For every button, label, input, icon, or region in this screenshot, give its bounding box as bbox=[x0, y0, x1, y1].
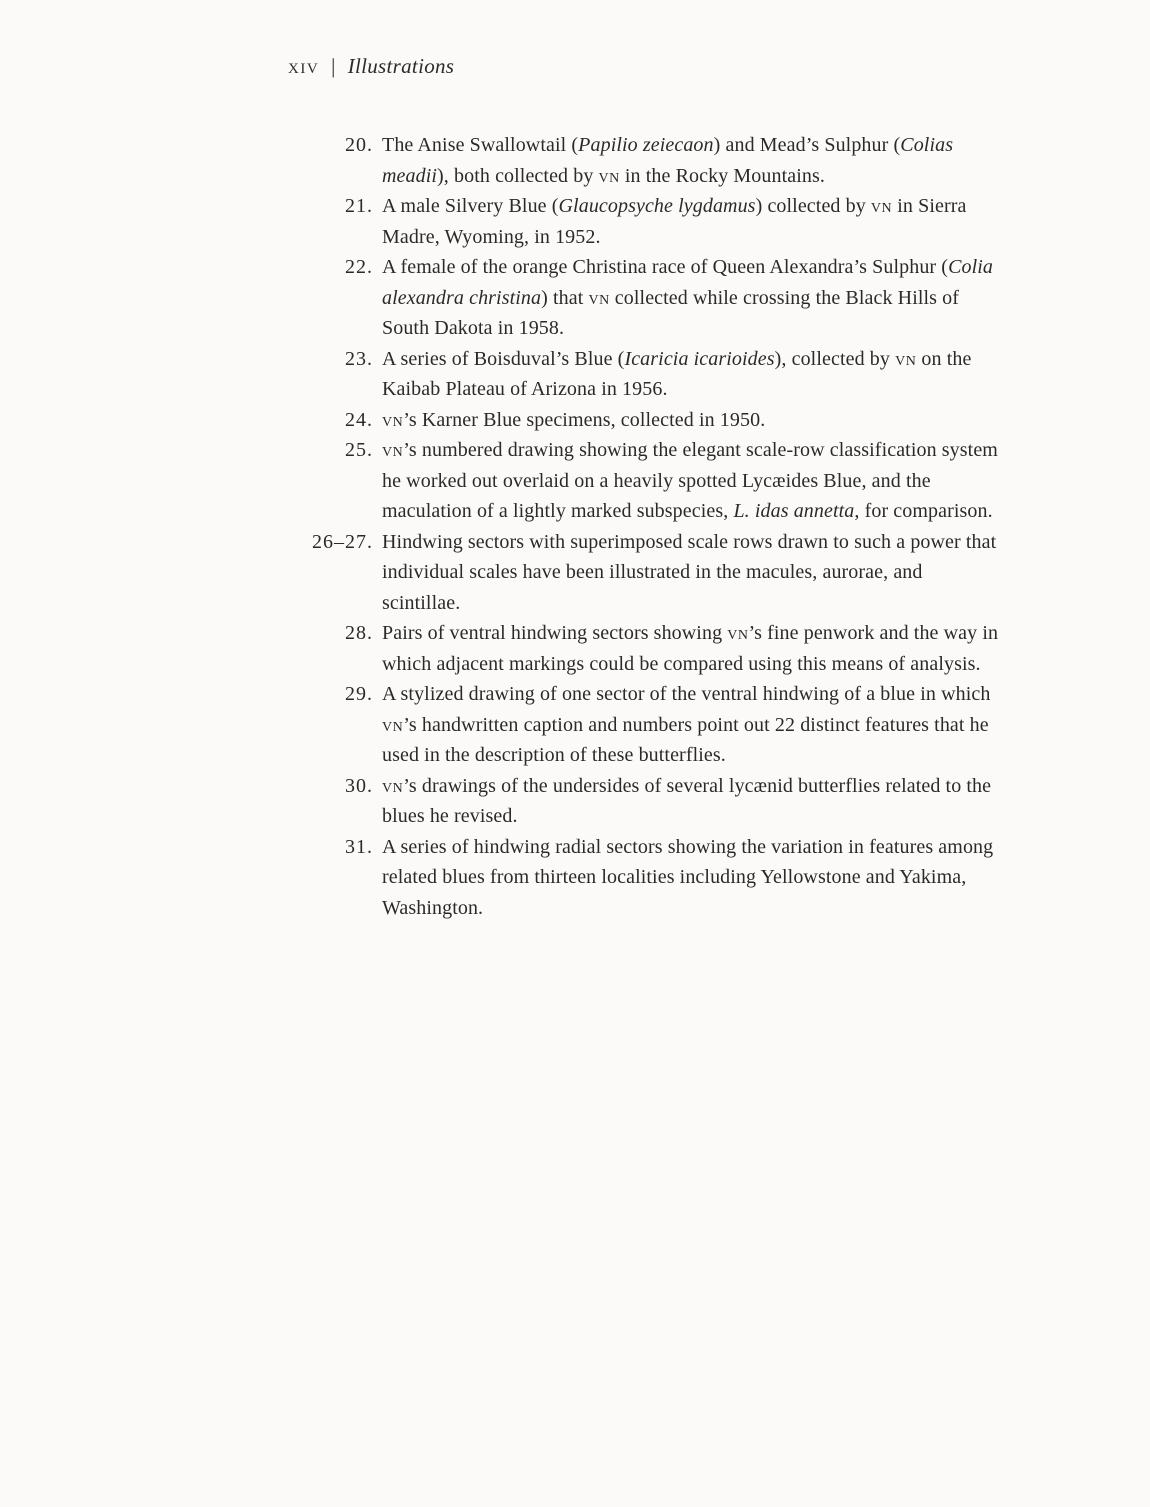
species-name: Colias meadii bbox=[382, 134, 954, 187]
text-run: ’s Karner Blue specimens, collected in 1950. bbox=[403, 408, 766, 431]
text-run: A male Silvery Blue ( bbox=[382, 195, 559, 217]
list-item bbox=[0, 435, 1150, 527]
initials: vn bbox=[382, 408, 404, 431]
entry-text bbox=[382, 832, 1002, 924]
list-item bbox=[0, 252, 1150, 344]
initials: vn bbox=[382, 439, 404, 461]
text-run: ) collected by bbox=[755, 195, 871, 217]
text-run: ’s handwritten caption and numbers point out 22 distinct features that he used in the description of these butterflies. bbox=[382, 713, 989, 766]
text-run: in Sierra Madre, Wyoming, in 1952. bbox=[382, 195, 967, 248]
entry-number: 20. bbox=[345, 134, 373, 156]
header-title: Illustrations bbox=[347, 54, 455, 78]
text-run: ’s numbered drawing showing the elegant scale-row classification system he worked out overlaid on a heavily spotted Lycæides Blue, and the maculation of a lightly marked subspecies, bbox=[382, 439, 998, 522]
text-run: ), both collected by bbox=[437, 164, 599, 187]
text-run: ) and Mead’s Sulphur ( bbox=[713, 134, 901, 156]
entry-text bbox=[382, 344, 1002, 405]
list-item bbox=[0, 527, 1150, 619]
entry-number: 28. bbox=[345, 622, 373, 644]
entry-text bbox=[382, 679, 1002, 771]
entry-text bbox=[382, 618, 1002, 679]
text-run: ), collected by bbox=[774, 347, 896, 370]
entry-number: 26–27. bbox=[312, 530, 373, 553]
text-run: Pairs of ventral hindwing sectors showing bbox=[382, 622, 728, 644]
list-item bbox=[0, 679, 1150, 771]
initials: vn bbox=[598, 164, 620, 187]
entry-text bbox=[382, 252, 1002, 344]
entry-number: 29. bbox=[345, 683, 373, 705]
initials: vn bbox=[870, 195, 893, 217]
illustrations-list bbox=[0, 130, 1150, 923]
list-item bbox=[0, 771, 1150, 832]
initials: vn bbox=[895, 347, 917, 370]
text-run: A female of the orange Christina race of Queen Alexandra’s Sulphur ( bbox=[382, 256, 949, 278]
entry-number: 23. bbox=[345, 347, 373, 370]
entry-text bbox=[382, 191, 1002, 252]
initials: vn bbox=[382, 774, 404, 797]
text-run: A series of hindwing radial sectors showing the variation in features among related blues from thirteen localities including Yellowstone and Yakima, Washington. bbox=[382, 835, 994, 919]
list-item bbox=[0, 344, 1150, 405]
entry-text bbox=[382, 405, 1002, 436]
species-name: Colia alexandra christina bbox=[382, 256, 994, 309]
text-run: in the Rocky Mountains. bbox=[619, 164, 825, 187]
initials: vn bbox=[382, 713, 404, 736]
list-item bbox=[0, 130, 1150, 191]
entry-number: 24. bbox=[345, 408, 373, 431]
species-name: L. idas annetta bbox=[733, 500, 855, 522]
text-run: The Anise Swallowtail ( bbox=[382, 134, 579, 156]
text-run: on the Kaibab Plateau of Arizona in 1956. bbox=[382, 347, 972, 400]
entry-number: 25. bbox=[345, 439, 373, 461]
list-item bbox=[0, 618, 1150, 679]
running-header bbox=[288, 54, 454, 79]
entry-text bbox=[382, 771, 1002, 832]
text-run: ’s fine penwork and the way in which adjacent markings could be compared using this means of analysis. bbox=[382, 622, 999, 675]
entry-number: 30. bbox=[345, 774, 373, 797]
text-run: A series of Boisduval’s Blue ( bbox=[382, 347, 625, 370]
text-run: ) that bbox=[541, 286, 589, 309]
list-item bbox=[0, 405, 1150, 436]
species-name: Glaucopsyche lygdamus bbox=[558, 195, 756, 217]
entry-number: 22. bbox=[345, 256, 373, 278]
entry-text bbox=[382, 435, 1002, 527]
page-number: xiv bbox=[288, 54, 320, 78]
text-run: ’s drawings of the undersides of several lycænid butterflies related to the blues he revised. bbox=[382, 774, 992, 827]
text-run: A stylized drawing of one sector of the ventral hindwing of a blue in which bbox=[382, 683, 991, 705]
entry-text bbox=[382, 527, 1002, 619]
species-name: Papilio zeiecaon bbox=[578, 134, 714, 156]
initials: vn bbox=[588, 286, 610, 309]
list-item bbox=[0, 191, 1150, 252]
entry-text bbox=[382, 130, 1002, 191]
text-run: collected while crossing the Black Hills of South Dakota in 1958. bbox=[382, 286, 960, 339]
species-name: Icaricia icarioides bbox=[624, 347, 775, 370]
header-separator: | bbox=[331, 54, 336, 78]
list-item bbox=[0, 832, 1150, 924]
entry-number: 31. bbox=[345, 835, 373, 858]
text-run: , for comparison. bbox=[854, 500, 993, 522]
entry-number: 21. bbox=[345, 195, 373, 217]
initials: vn bbox=[727, 622, 749, 644]
text-run: Hindwing sectors with superimposed scale rows drawn to such a power that individual scales have been illustrated in the macules, aurorae, and scintillae. bbox=[382, 530, 997, 614]
